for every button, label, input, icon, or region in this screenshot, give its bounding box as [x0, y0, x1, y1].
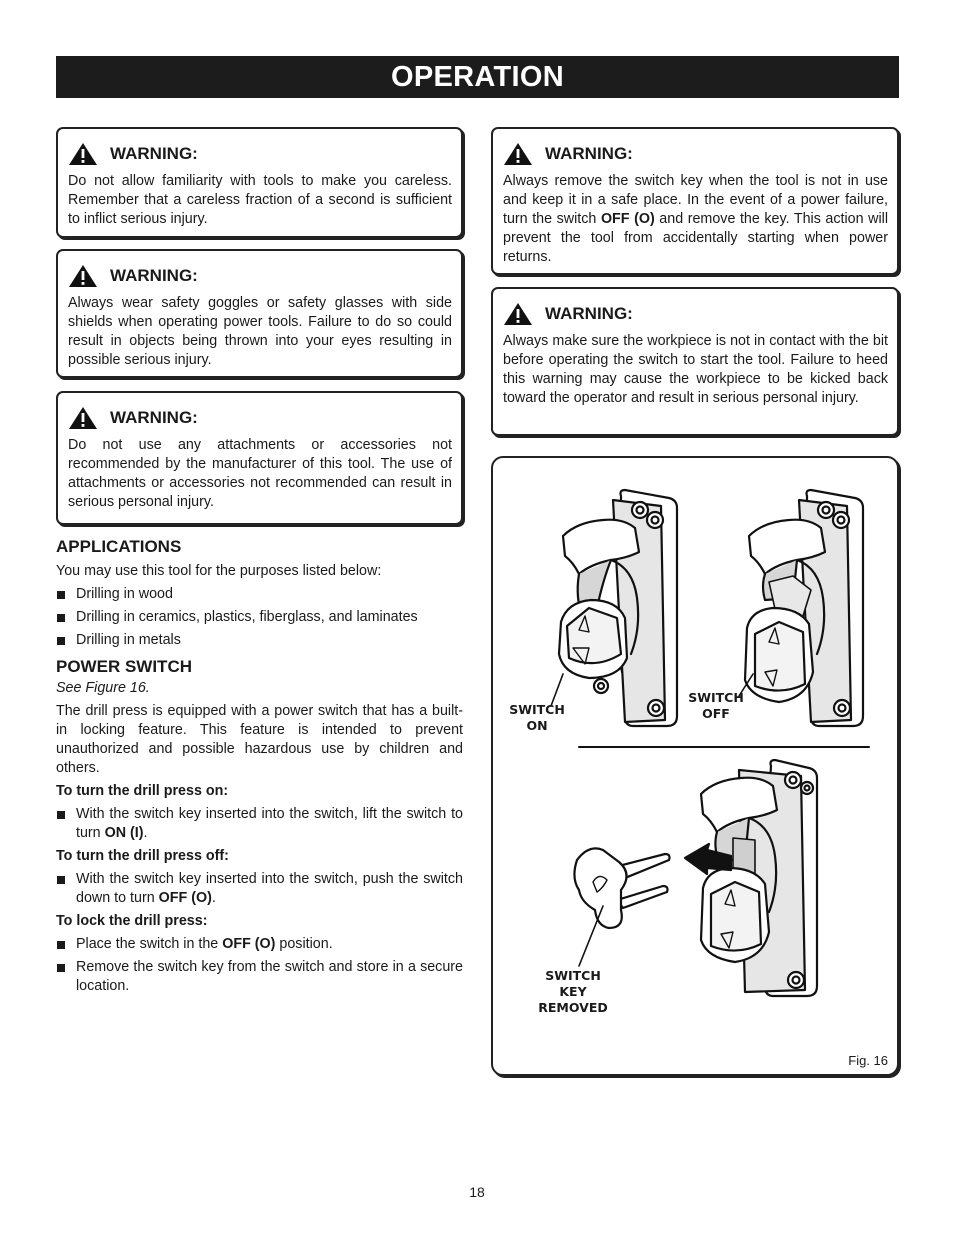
list-item [56, 805, 463, 843]
turn-off-heading: To turn the drill press off: [56, 848, 229, 864]
warning-text [503, 172, 888, 267]
warning-title: WARNING: [545, 304, 633, 323]
label-line: SWITCH [688, 690, 744, 705]
list-item-text: With the switch key inserted into the switch, lift the switch to turn [76, 806, 463, 841]
list-item: Remove the switch key from the switch and store in a secure location. [56, 958, 463, 996]
switch-on-drawing [559, 490, 677, 726]
label-line: SWITCH [545, 968, 601, 983]
warning-text: Do not allow familiarity with tools to make you careless. Remember that a careless fraction of a second is sufficient to inflict serious injury. [68, 173, 452, 227]
figure-caption: Fig. 16 [848, 1053, 888, 1068]
list-item: Drilling in metals [56, 631, 463, 650]
switch-key-removed-drawing [574, 760, 817, 996]
label-switch-on [505, 702, 569, 734]
list-item-text: . [143, 825, 148, 841]
list-item-text: With the switch key inserted into the switch, push the switch down to turn [76, 871, 463, 906]
lock-list [56, 935, 463, 996]
label-line: OFF [702, 706, 730, 721]
label-line: SWITCH [509, 702, 565, 717]
turn-on-heading: To turn the drill press on: [56, 783, 229, 799]
page-number: 18 [469, 1184, 485, 1200]
warning-triangle-icon [68, 142, 98, 166]
list-item-bold: ON (I) [104, 825, 144, 841]
label-line: REMOVED [538, 1000, 608, 1015]
warning-triangle-icon [68, 406, 98, 430]
turn-on-list [56, 805, 463, 843]
label-line: ON [526, 718, 548, 733]
warning-title: WARNING: [110, 266, 198, 285]
left-column-content [56, 536, 463, 1000]
list-item-text: Place the switch in the [76, 936, 223, 952]
figure-16 [491, 456, 899, 1076]
list-item-text: . [211, 890, 216, 906]
warning-box-familiarity [56, 127, 463, 238]
warning-box-switch-key [491, 127, 899, 275]
warning-title: WARNING: [110, 144, 198, 163]
switch-off-drawing [745, 490, 863, 726]
warning-box-attachments [56, 391, 463, 525]
list-item-bold: OFF (O) [158, 890, 212, 906]
list-item-text: position. [275, 936, 333, 952]
warning-text: Do not use any attachments or accessories not recommended by the manufacturer of this tool. The use of attachments or accessories not recommended can result in serious personal injury. [68, 437, 452, 510]
warning-box-workpiece [491, 287, 899, 436]
warning-triangle-icon [503, 302, 533, 326]
warning-box-goggles [56, 249, 463, 378]
label-switch-off [684, 690, 748, 722]
warning-text: Always make sure the workpiece is not in contact with the bit before operating the switch to start the tool. Failure to heed this warning may cause the workpiece to be kicked back toward the operator and result in serious personal injury. [503, 333, 888, 406]
turn-off-list [56, 870, 463, 908]
label-switch-key-removed [533, 968, 613, 1016]
applications-list [56, 585, 463, 650]
warning-text-part: and remove the key. This action will prevent the tool from accidentally starting when power returns. [503, 211, 889, 265]
list-item: Drilling in ceramics, plastics, fiberglass, and laminates [56, 608, 463, 627]
list-item-bold: OFF (O) [222, 936, 276, 952]
see-figure-reference: See Figure 16. [56, 680, 150, 696]
warning-text: Always wear safety goggles or safety glasses with side shields when operating power tools. Failure to do so could result in objects being thrown into your eyes resulting in possible serious injury. [68, 295, 452, 368]
list-item [56, 870, 463, 908]
applications-title: APPLICATIONS [56, 537, 182, 556]
lock-heading: To lock the drill press: [56, 913, 208, 929]
warning-title: WARNING: [545, 144, 633, 163]
warning-text-part: Always remove the switch key when the tool is not in use and keep it in a safe place. In the event of a power failure, turn the switch [503, 173, 888, 227]
power-switch-title: POWER SWITCH [56, 657, 192, 676]
warning-text-bold: OFF (O) [600, 211, 655, 227]
label-line: KEY [559, 984, 587, 999]
warning-triangle-icon [68, 264, 98, 288]
warning-title: WARNING: [110, 408, 198, 427]
list-item [56, 935, 463, 954]
power-switch-description: The drill press is equipped with a power switch that has a built-in locking feature. This feature is intended to prevent unauthorized and possible hazardous use by children and others. [56, 703, 463, 776]
list-item: Drilling in wood [56, 585, 463, 604]
page-title: OPERATION [56, 56, 899, 98]
applications-intro: You may use this tool for the purposes listed below: [56, 563, 382, 579]
warning-triangle-icon [503, 142, 533, 166]
